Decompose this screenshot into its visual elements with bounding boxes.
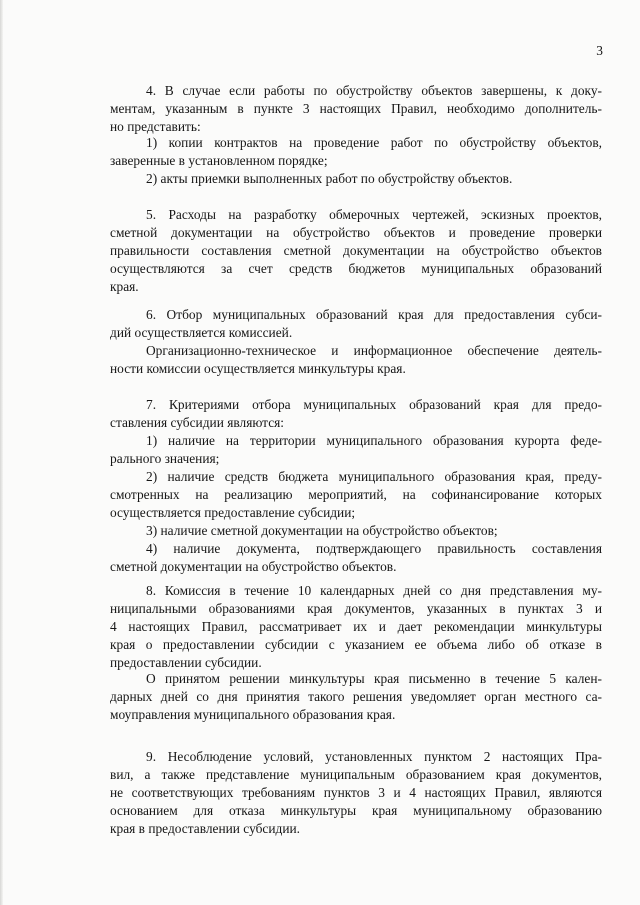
paragraph-line: 9. Несоблюдение условий, установленных пунктом 2 настоящих Пра- [146, 749, 602, 764]
paragraph-line: 5. Расходы на разработку обмерочных чертежей, эскизных проектов, [146, 207, 602, 222]
paragraph-line: правильности составления сметной документации на обустройство объектов [110, 243, 602, 258]
paragraph-line: ставления субсидии являются: [110, 415, 285, 430]
paragraph-line: не соответствующих требованиям пунктов 3 и 4 настоящих Правил, являются [110, 785, 602, 800]
scan-edge [0, 0, 3, 905]
paragraph-line: 1) наличие на территории муниципального образования курорта феде- [146, 433, 602, 448]
paragraph-line: рального значения; [110, 451, 220, 466]
paragraph-line: заверенные в установленном порядке; [110, 153, 328, 168]
paragraph-line: ниципальными образованиями края документов, указанных в пунктах 3 и [110, 601, 602, 616]
paragraph-line: вил, а также представление муниципальным образованием края документов, [110, 767, 602, 782]
paragraph-line: Организационно-техническое и информационное обеспечение деятель- [146, 343, 602, 358]
paragraph-line: ментам, указанным в пункте 3 настоящих Правил, необходимо дополнитель- [110, 101, 602, 116]
paragraph-line: края о предоставлении субсидии с указанием ее объема либо об отказе в [110, 637, 602, 652]
paragraph-line: 1) копии контрактов на проведение работ по обустройству объектов, [146, 135, 602, 150]
paragraph-line: 2) наличие средств бюджета муниципального образования края, преду- [146, 469, 602, 484]
paragraph-line: осуществляется предоставление субсидии; [110, 505, 356, 520]
paragraph-line: 6. Отбор муниципальных образований края для предоставления субси- [146, 307, 602, 322]
paragraph-line: ности комиссии осуществляется минкультуры края. [110, 361, 406, 376]
paragraph-line: О принятом решении минкультуры края письменно в течение 5 кален- [146, 671, 602, 686]
paragraph-line: но представить: [110, 119, 201, 134]
paragraph-line: сметной документации на обустройство объектов и проведение проверки [110, 225, 602, 240]
paragraph-line: смотренных на реализацию мероприятий, на софинансирование которых [110, 487, 602, 502]
paragraph-line: 4. В случае если работы по обустройству объектов завершены, к доку- [146, 83, 602, 98]
paragraph-line: основанием для отказа минкультуры края муниципальному образованию [110, 803, 602, 818]
paragraph-line: дарных дней со дня принятия такого решения уведомляет орган местного са- [110, 689, 602, 704]
paragraph-line: края в предоставлении субсидии. [110, 821, 301, 836]
paragraph-line: 3) наличие сметной документации на обустройство объектов; [146, 523, 498, 538]
paragraph-line: моуправления муниципального образования края. [110, 707, 396, 722]
paragraph-line: дий осуществляется комиссией. [110, 325, 293, 340]
paragraph-line: осуществляются за счет средств бюджетов муниципальных образований [110, 261, 602, 276]
paragraph-line: 8. Комиссия в течение 10 календарных дней со дня представления му- [146, 583, 602, 598]
paragraph-line: 4) наличие документа, подтверждающего правильность составления [146, 541, 602, 556]
paragraph-line: края. [110, 279, 139, 294]
paragraph-line: предоставлении субсидии. [110, 655, 262, 670]
paragraph-line: 7. Критериями отбора муниципальных образований края для предо- [146, 397, 602, 412]
paragraph-line: 2) акты приемки выполненных работ по обустройству объектов. [146, 171, 513, 186]
paragraph-line: сметной документации на обустройство объектов. [110, 559, 397, 574]
paragraph-line: 4 настоящих Правил, рассматривает их и дает рекомендации минкультуры [110, 619, 602, 634]
page-number: 3 [596, 43, 603, 58]
